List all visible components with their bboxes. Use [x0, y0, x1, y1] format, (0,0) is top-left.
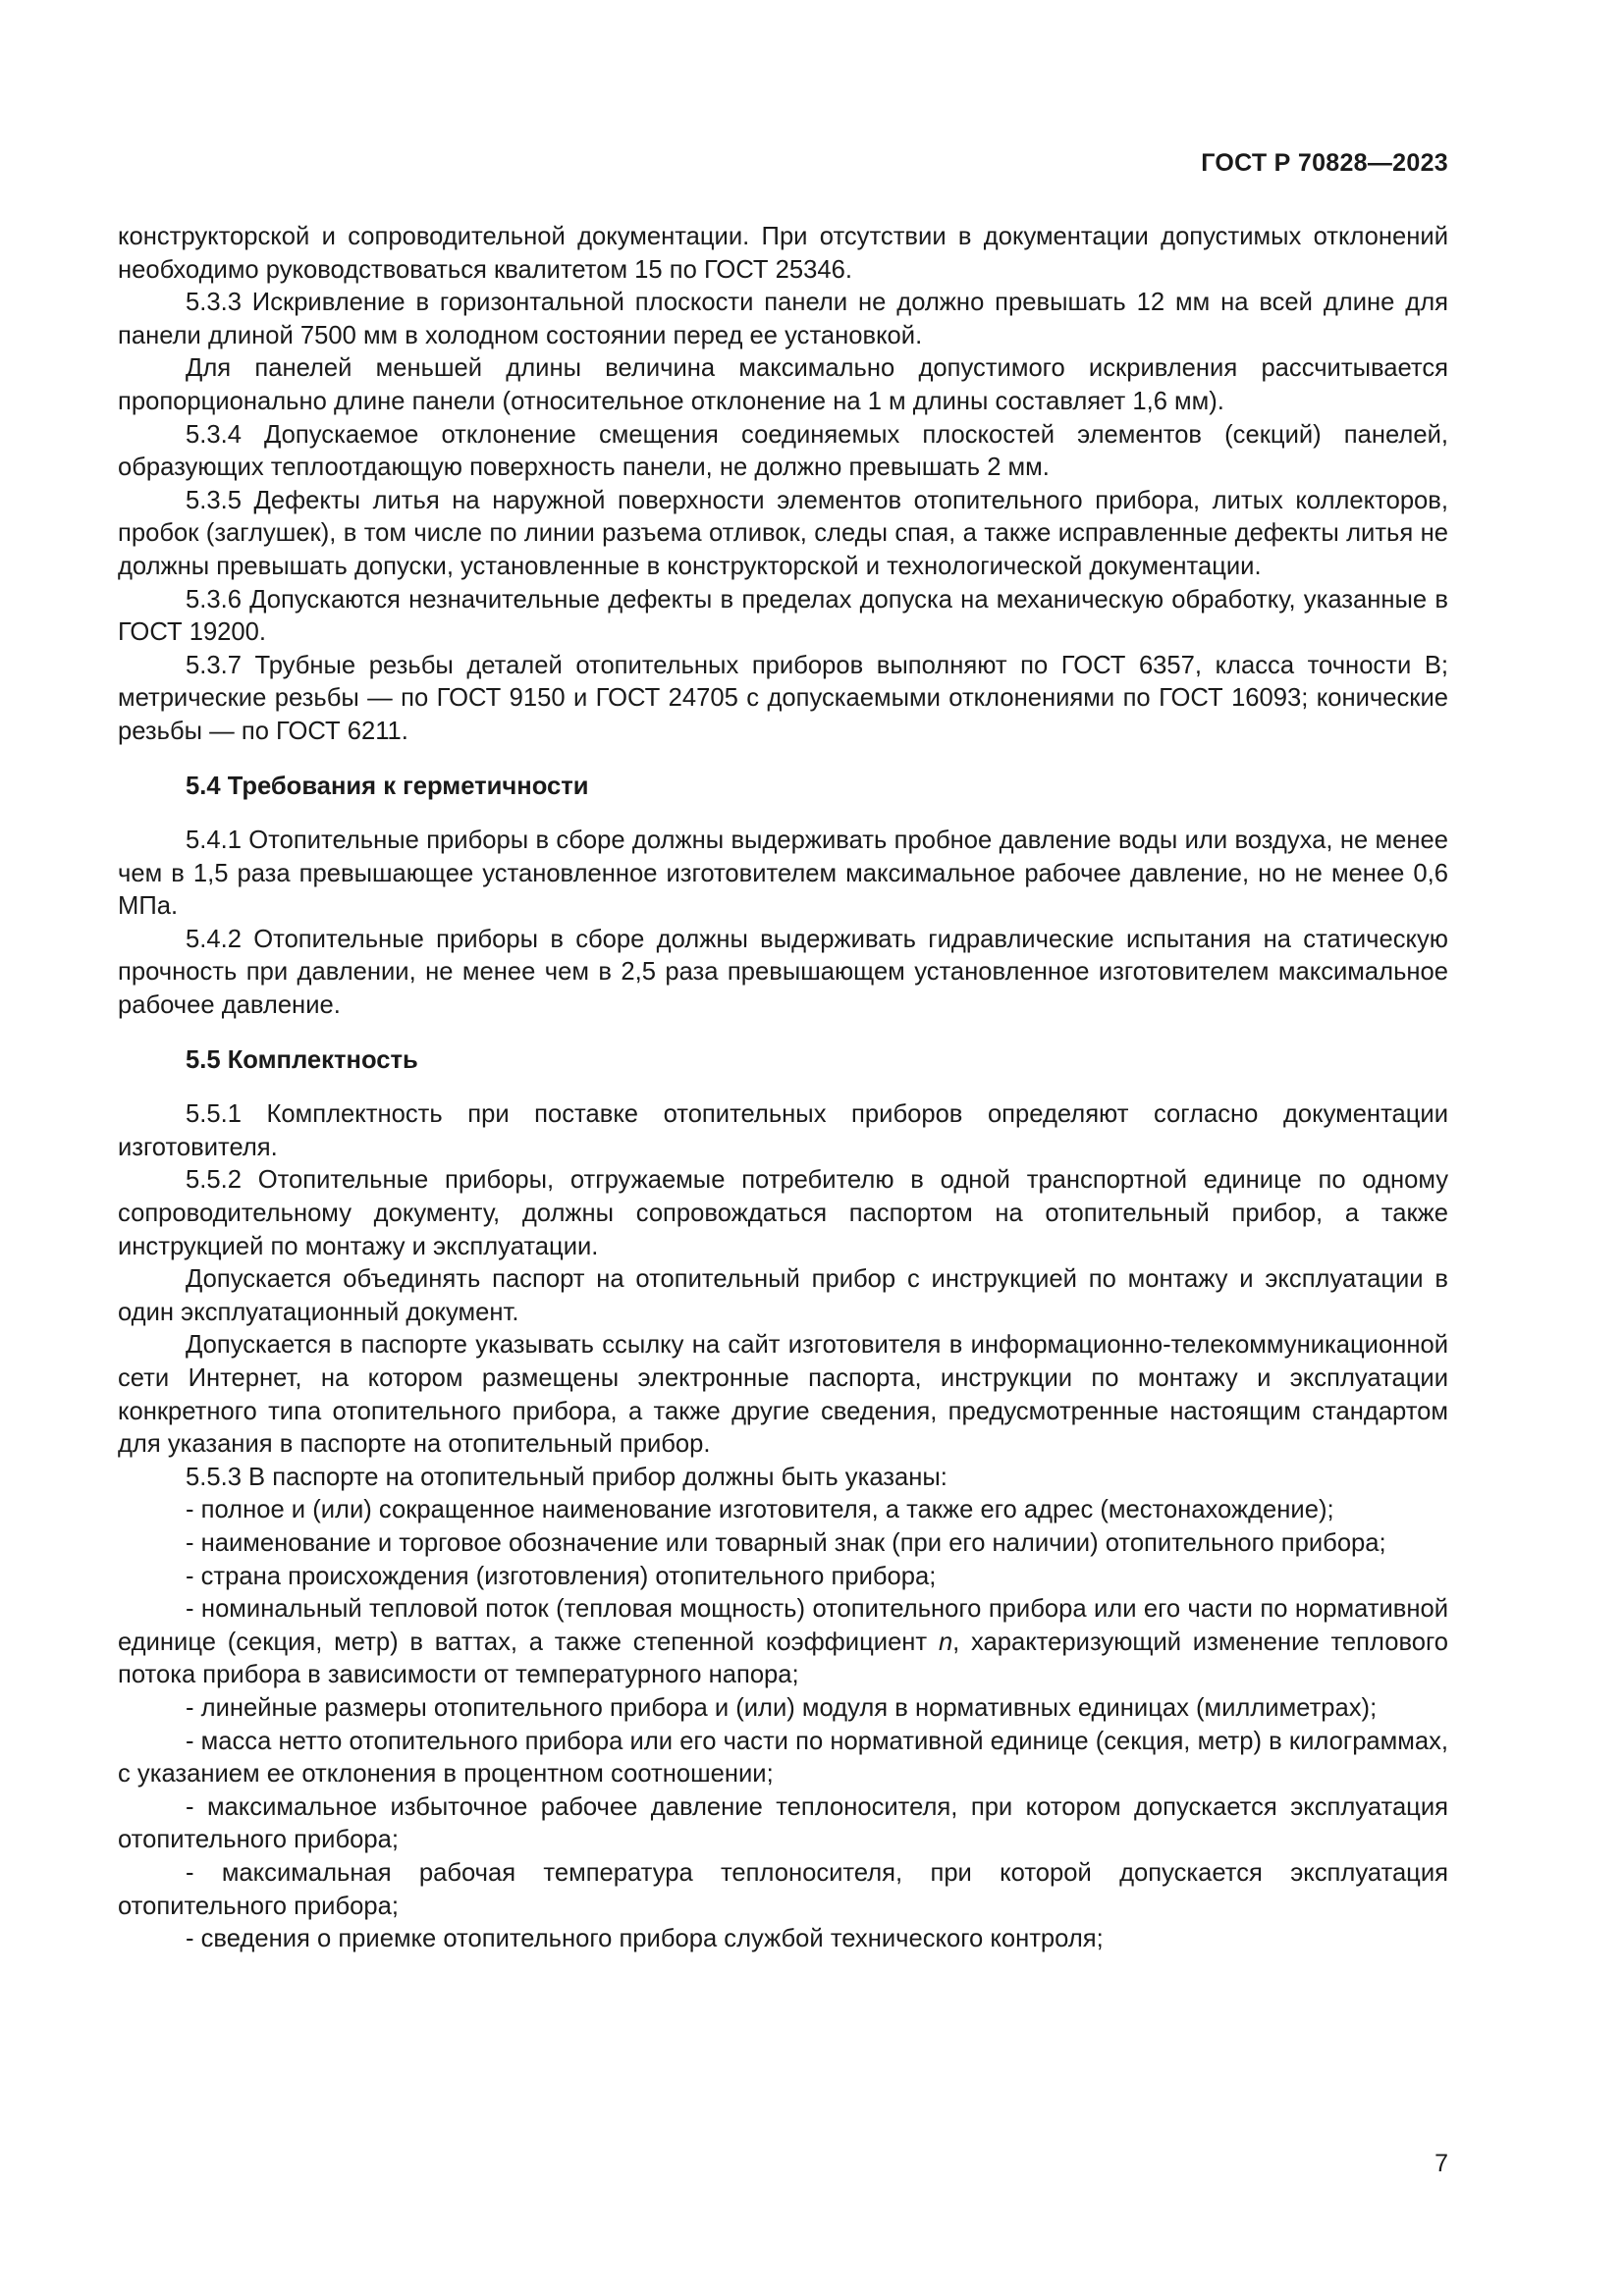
document-id-header: ГОСТ Р 70828—2023 [1201, 149, 1448, 177]
document-body [118, 221, 1448, 1956]
paragraph-5-3-3: 5.3.3 Искривление в горизонтальной плоскости панели не должно превышать 12 мм на всей длине для панели длиной 7500 мм в холодном состоянии перед ее установкой. [118, 289, 1448, 349]
list-item [118, 1593, 1448, 1692]
paragraph-5-4-2: 5.4.2 Отопительные приборы в сборе должны выдерживать гидравлические испытания на статическую прочность при давлении, не менее чем в 2,5 раза превышающем установленное изготовителем максимальное рабочее давление. [118, 925, 1448, 1020]
paragraph-5-5-1: 5.5.1 Комплектность при поставке отопительных приборов определяют согласно документации изготовителя. [118, 1100, 1448, 1161]
page-number: 7 [1435, 2150, 1448, 2177]
list-item: - наименование и торговое обозначение или товарный знак (при его наличии) отопительного прибора; [186, 1528, 1386, 1557]
list-item: - страна происхождения (изготовления) отопительного прибора; [186, 1562, 937, 1590]
list-item: - максимальное избыточное рабочее давление теплоносителя, при котором допускается эксплуатация отопительного прибора; [118, 1792, 1448, 1854]
list-item: - максимальная рабочая температура теплоносителя, при которой допускается эксплуатация отопительного прибора; [118, 1858, 1448, 1920]
list-item-text: - номинальный тепловой поток (тепловая мощность) отопительного прибора или его части по нормативной единице (секция, метр) в ваттах, а также степенной коэффициент [118, 1595, 1448, 1656]
paragraph: Допускается объединять паспорт на отопительный прибор с инструкцией по монтажу и эксплуатации в один эксплуатационный документ. [118, 1265, 1448, 1326]
section-heading-5-4: 5.4 Требования к герметичности [186, 772, 589, 800]
list-item: - сведения о приемке отопительного прибора службой технического контроля; [186, 1925, 1104, 1953]
paragraph-5-3-5: 5.3.5 Дефекты литья на наружной поверхности элементов отопительного прибора, литых коллекторов, пробок (заглушек), в том числе по линии разъема отливок, следы спая, а также исправленные дефекты литья не должны превышать допуски, установленные в конструкторской и технологической документации. [118, 486, 1448, 580]
paragraph-5-5-2: 5.5.2 Отопительные приборы, отгружаемые потребителю в одной транспортной единице по одному сопроводительному документу, должны сопровождаться паспортом на отопительный прибор, а также инструкцией по монтажу и эксплуатации. [118, 1166, 1448, 1260]
paragraph-5-5-3: 5.5.3 В паспорте на отопительный прибор должны быть указаны: [186, 1463, 947, 1491]
paragraph-5-3-6: 5.3.6 Допускаются незначительные дефекты в пределах допуска на механическую обработку, указанные в ГОСТ 19200. [118, 585, 1448, 647]
list-item: - линейные размеры отопительного прибора и (или) модуля в нормативных единицах (миллиметрах); [186, 1693, 1378, 1722]
paragraph: Для панелей меньшей длины величина максимально допустимого искривления рассчитывается пропорционально длине панели (относительное отклонение на 1 м длины составляет 1,6 мм). [118, 354, 1448, 415]
section-heading-5-5: 5.5 Комплектность [186, 1045, 418, 1074]
paragraph: Допускается в паспорте указывать ссылку на сайт изготовителя в информационно-телекоммуникационной сети Интернет, на котором размещены электронные паспорта, инструкции по монтажу и эксплуатации конкретного типа отопительного прибора, а также другие сведения, предусмотренные настоящим стандартом для указания в паспорте на отопительный прибор. [118, 1331, 1448, 1459]
paragraph-5-3-7: 5.3.7 Трубные резьбы деталей отопительных приборов выполняют по ГОСТ 6357, класса точности В; метрические резьбы — по ГОСТ 9150 и ГОСТ 24705 с допускаемыми отклонениями по ГОСТ 16093; конические резьбы — по ГОСТ 6211. [118, 651, 1448, 745]
list-item: - полное и (или) сокращенное наименование изготовителя, а также его адрес (местонахождение); [186, 1496, 1334, 1524]
paragraph-5-3-4: 5.3.4 Допускаемое отклонение смещения соединяемых плоскостей элементов (секций) панелей, образующих теплоотдающую поверхность панели, не должно превышать 2 мм. [118, 420, 1448, 482]
list-item-text: , характеризующий изменение теплового потока прибора в зависимости от температурного напора; [118, 1628, 1449, 1689]
paragraph: конструкторской и сопроводительной документации. При отсутствии в документации допустимых отклонений необходимо руководствоваться квалитетом 15 по ГОСТ 25346. [118, 223, 1448, 284]
coefficient-symbol: n [938, 1628, 953, 1656]
paragraph-5-4-1: 5.4.1 Отопительные приборы в сборе должны выдерживать пробное давление воды или воздуха, не менее чем в 1,5 раза превышающее установленное изготовителем максимальное рабочее давление, но не менее 0,6 МПа. [118, 827, 1448, 921]
list-item: - масса нетто отопительного прибора или его части по нормативной единице (секция, метр) в килограммах, с указанием ее отклонения в процентном соотношении; [118, 1727, 1448, 1789]
